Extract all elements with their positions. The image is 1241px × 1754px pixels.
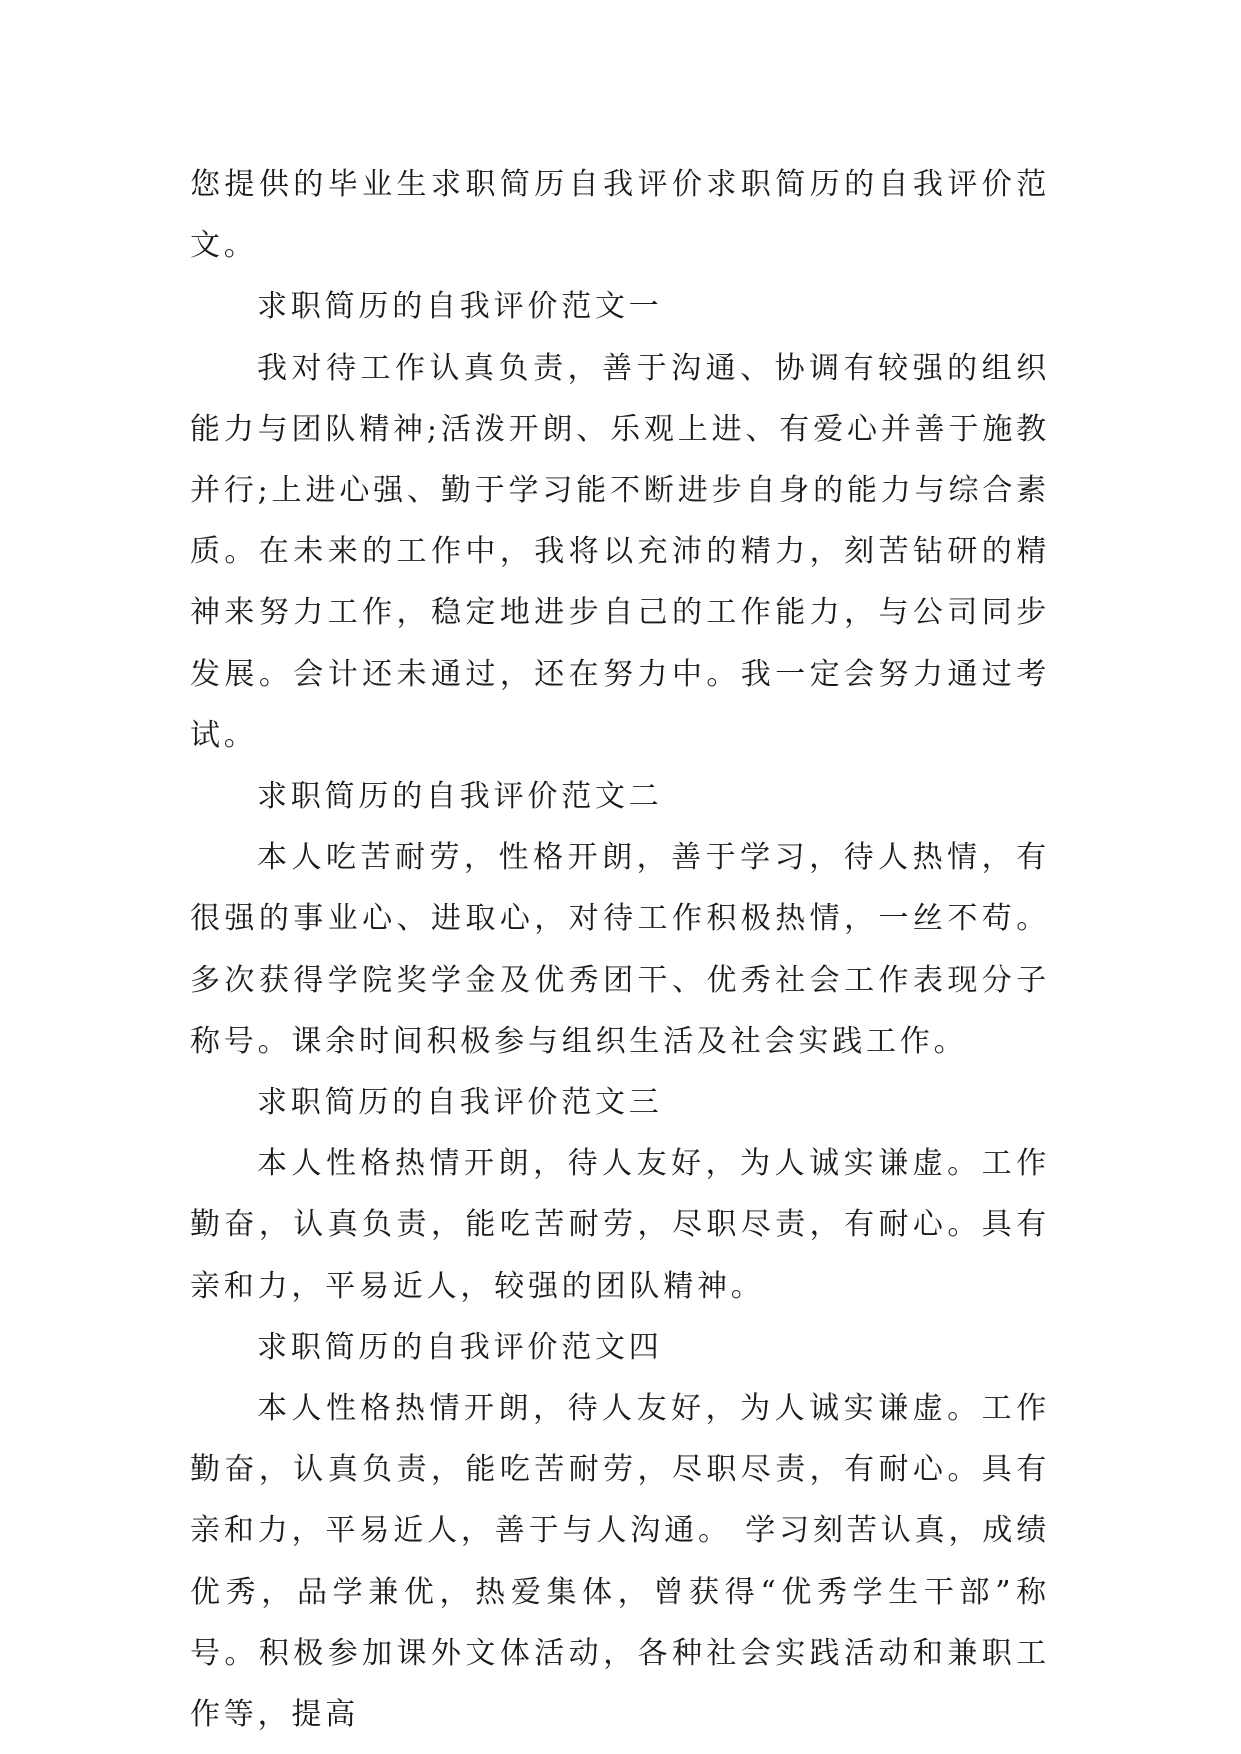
section-title-3: 求职简历的自我评价范文三 bbox=[257, 1085, 663, 1121]
intro-paragraph: 您提供的毕业生求职简历自我评价求职简历的自我评价范文。 bbox=[190, 167, 1050, 264]
section-body-4: 本人性格热情开朗，待人友好，为人诚实谦虚。工作勤奋，认真负责，能吃苦耐劳，尽职尽责，有耐心。具有亲和力，平易近人，善于与人沟通。 学习刻苦认真，成绩优秀，品学兼优，热爱集体，曾获得“优秀学生干部”称号。积极参加课外文体活动，各种社会实践活动和兼职工作等，提高 bbox=[190, 1391, 1050, 1733]
section-body-2: 本人吃苦耐劳，性格开朗，善于学习，待人热情，有很强的事业心、进取心，对待工作积极热情，一丝不苟。多次获得学院奖学金及优秀团干、优秀社会工作表现分子称号。课余时间积极参与组织生活及社会实践工作。 bbox=[190, 840, 1050, 1059]
section-title-1: 求职简历的自我评价范文一 bbox=[257, 289, 663, 325]
section-title-4: 求职简历的自我评价范文四 bbox=[257, 1329, 663, 1365]
section-body-1: 我对待工作认真负责，善于沟通、协调有较强的组织能力与团队精神;活泼开朗、乐观上进、有爱心并善于施教并行;上进心强、勤于学习能不断进步自身的能力与综合素质。在未来的工作中，我将以充沛的精力，刻苦钻研的精神来努力工作，稳定地进步自己的工作能力，与公司同步发展。会计还未通过，还在努力中。我一定会努力通过考试。 bbox=[190, 350, 1050, 753]
section-body-3: 本人性格热情开朗，待人友好，为人诚实谦虚。工作勤奋，认真负责，能吃苦耐劳，尽职尽责，有耐心。具有亲和力，平易近人，较强的团队精神。 bbox=[190, 1146, 1050, 1304]
section-title-2: 求职简历的自我评价范文二 bbox=[257, 779, 663, 815]
document-page bbox=[190, 154, 1050, 1745]
